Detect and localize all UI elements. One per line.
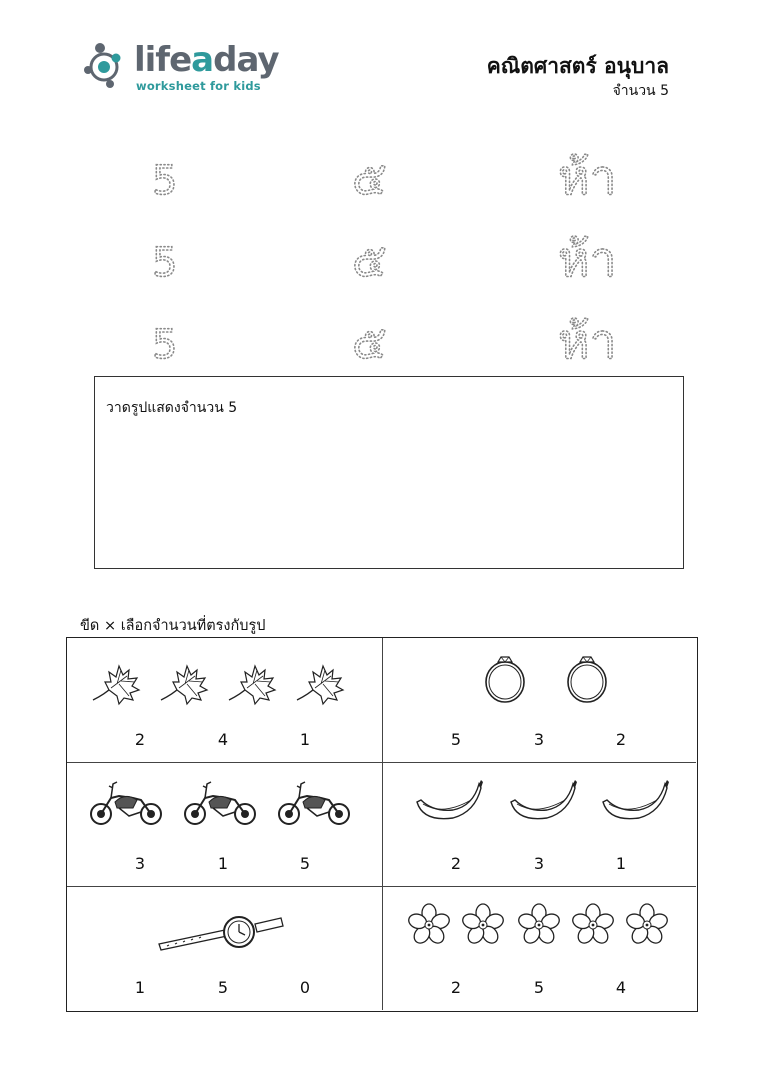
trace-thai-digit: ๕ (352, 151, 387, 205)
exercise-cell (383, 638, 699, 763)
maple-leaf-icon (93, 666, 139, 704)
answer-option[interactable]: 1 (299, 730, 311, 749)
exercise-cell (383, 762, 699, 887)
answer-option[interactable]: 3 (533, 730, 545, 749)
logo (82, 38, 282, 98)
trace-word: ห้า (558, 314, 617, 368)
picture-row (383, 762, 699, 852)
exercise-instruction: ขีด × เลือกจำนวนที่ตรงกับรูป (80, 618, 266, 634)
banana-icon (603, 780, 669, 819)
trace-digit: 5 (152, 158, 178, 204)
answer-option[interactable]: 1 (134, 978, 146, 997)
answer-option[interactable]: 1 (615, 854, 627, 873)
answer-option[interactable]: 2 (450, 854, 462, 873)
trace-thai-digit: ๕ (352, 233, 387, 287)
motorcycle-icon (91, 782, 161, 824)
trace-digit: 5 (152, 322, 178, 368)
answer-option[interactable]: 3 (134, 854, 146, 873)
answer-option[interactable]: 3 (533, 854, 545, 873)
trace-digit: 5 (152, 240, 178, 286)
answer-option[interactable]: 5 (533, 978, 545, 997)
picture-row (383, 638, 699, 728)
exercise-grid (66, 637, 698, 1012)
answer-option[interactable]: 5 (450, 730, 462, 749)
page-subtitle: จำนวน 5 (612, 83, 669, 99)
answer-option[interactable]: 0 (299, 978, 311, 997)
trace-word: ห้า (558, 232, 617, 288)
picture-row (67, 886, 383, 976)
picture-row (67, 638, 383, 728)
answer-option[interactable]: 5 (299, 854, 311, 873)
motorcycle-icon (279, 782, 349, 824)
picture-row (383, 886, 699, 976)
answer-option[interactable]: 5 (217, 978, 229, 997)
answer-option[interactable]: 2 (450, 978, 462, 997)
wristwatch-icon (159, 917, 283, 950)
drawing-box[interactable] (94, 376, 684, 569)
banana-icon (417, 780, 483, 819)
tracing-row (152, 232, 617, 288)
flower-icon (407, 904, 451, 946)
tracing-section (0, 118, 763, 368)
maple-leaf-icon (297, 666, 343, 704)
picture-row (67, 762, 383, 852)
exercise-cell (67, 886, 383, 1011)
ring-icon (486, 657, 524, 702)
maple-leaf-icon (161, 666, 207, 704)
motorcycle-icon (185, 782, 255, 824)
answer-option[interactable]: 2 (615, 730, 627, 749)
flower-icon (625, 904, 669, 946)
banana-icon (511, 780, 577, 819)
exercise-cell (67, 638, 383, 763)
logo-molecule-icon (82, 40, 134, 92)
page-title: คณิตศาสตร์ อนุบาล (486, 54, 669, 78)
ring-icon (568, 657, 606, 702)
logo-wordmark: lifeaday (134, 40, 279, 80)
logo-tagline: worksheet for kids (136, 79, 261, 93)
flower-icon (571, 904, 615, 946)
drawing-box-label: วาดรูปแสดงจำนวน 5 (106, 400, 238, 416)
trace-word: ห้า (558, 150, 617, 206)
maple-leaf-icon (229, 666, 275, 704)
flower-icon (461, 904, 505, 946)
flower-icon (517, 904, 561, 946)
exercise-cell (383, 886, 699, 1011)
answer-option[interactable]: 1 (217, 854, 229, 873)
answer-option[interactable]: 4 (615, 978, 627, 997)
tracing-row (152, 150, 617, 206)
exercise-cell (67, 762, 383, 887)
tracing-row (152, 314, 617, 368)
answer-option[interactable]: 2 (134, 730, 146, 749)
answer-option[interactable]: 4 (217, 730, 229, 749)
trace-thai-digit: ๕ (352, 315, 387, 368)
